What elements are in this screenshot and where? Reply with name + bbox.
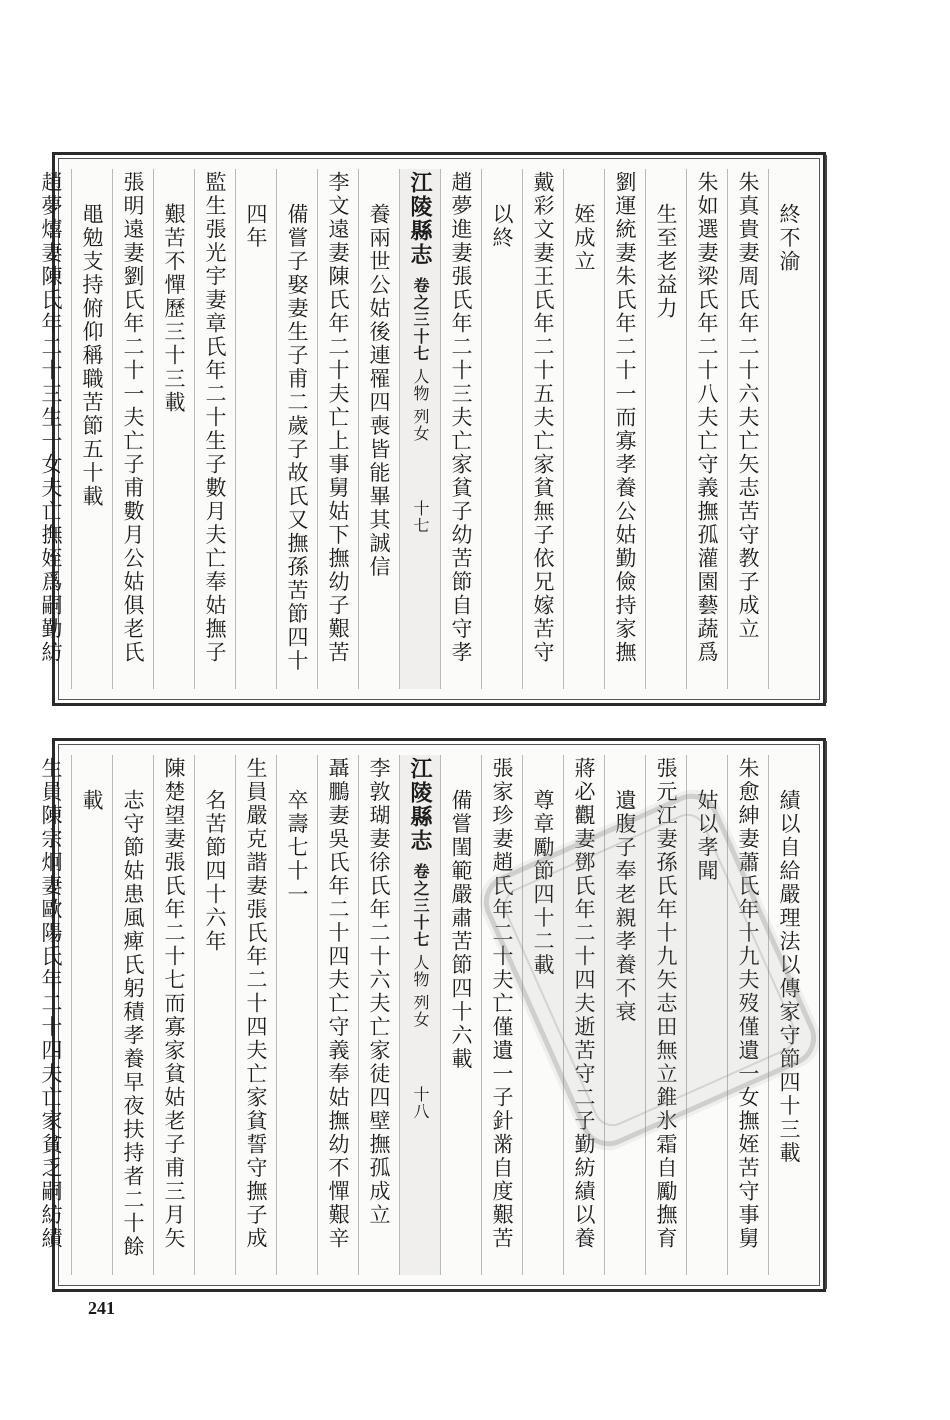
text-column: 張元江妻孫氏年十九矢志田無立錐氷霜自勵撫育 <box>645 755 686 1275</box>
text-column: 生員嚴克諧妻張氏年二十四夫亡家貧誓守撫子成 <box>235 755 276 1275</box>
text-column: 姑以孝聞 <box>686 755 727 1275</box>
text-column: 李文遠妻陳氏年二十夫亡上事舅姑下撫幼子艱苦 <box>317 169 358 689</box>
text-column: 載 <box>71 755 112 1275</box>
text-column: 趙夢進妻張氏年二十三夫亡家貧子幼苦節自守孝 <box>440 169 481 689</box>
upper-text-columns <box>39 169 809 689</box>
text-column: 朱如選妻梁氏年二十八夫亡守義撫孤灌園藝蔬爲 <box>686 169 727 689</box>
page-number: 241 <box>88 1298 115 1318</box>
text-column: 張明遠妻劉氏年二十一夫亡子甫數月公姑俱老氏 <box>112 169 153 689</box>
text-column: 戴彩文妻王氏年二十五夫亡家貧無子依兄嫁苦守 <box>522 169 563 689</box>
banner-title: 江陵縣志 <box>407 171 433 267</box>
text-column: 生員陳宗炯妻歐陽氏年二十四夫亡家貧乏嗣紡績 <box>39 757 63 1251</box>
text-column: 尊章勵節四十二載 <box>522 755 563 1275</box>
banner-title: 江陵縣志 <box>407 757 433 853</box>
block-heading-banner <box>399 169 440 689</box>
text-column: 生至老益力 <box>645 169 686 689</box>
text-column: 養兩世公姑後連罹四喪皆能畢其誠信 <box>358 169 399 689</box>
text-column: 朱真貴妻周氏年二十六夫亡矢志苦守教子成立 <box>727 169 768 689</box>
text-column: 四年 <box>235 169 276 689</box>
text-column: 終不渝 <box>768 169 809 689</box>
text-column: 聶鵬妻吳氏年二十四夫亡守義奉姑撫幼不憚艱辛 <box>317 755 358 1275</box>
banner-chapter: 卷之三十七 <box>411 277 430 362</box>
banner-section: 人物 列女 <box>411 368 430 443</box>
text-column: 監生張光宇妻章氏年二十生子數月夫亡奉姑撫子 <box>194 169 235 689</box>
text-column: 姪成立 <box>563 169 604 689</box>
text-column: 卒壽七十一 <box>276 755 317 1275</box>
text-column: 遺腹子奉老親孝養不衰 <box>604 755 645 1275</box>
text-column: 張家珍妻趙氏年二十夫亡僅遺一子針黹自度艱苦 <box>481 755 522 1275</box>
text-column: 陳楚望妻張氏年二十七而寡家貧姑老子甫三月矢 <box>153 755 194 1275</box>
text-column: 備嘗閨範嚴肅苦節四十六載 <box>440 755 481 1275</box>
text-column: 名苦節四十六年 <box>194 755 235 1275</box>
text-column: 艱苦不憚歷三十三載 <box>153 169 194 689</box>
text-column: 劉運統妻朱氏年二十一而寡孝養公姑勤儉持家撫 <box>604 169 645 689</box>
banner-section: 人物 列女 <box>411 954 430 1029</box>
banner-leaf-number: 十七 <box>411 500 430 535</box>
block-heading-banner <box>399 755 440 1275</box>
text-column: 黽勉支持俯仰稱職苦節五十載 <box>71 169 112 689</box>
text-column: 志守節姑患風痺氏躬積孝養早夜扶持者二十餘 <box>112 755 153 1275</box>
text-column: 績以自給嚴理法以傳家守節四十三載 <box>768 755 809 1275</box>
text-column: 李敦瑚妻徐氏年二十六夫亡家徒四壁撫孤成立 <box>358 755 399 1275</box>
text-column: 趙夢熺妻陳氏年二十三生一女夫亡撫姪爲嗣勤紡 <box>39 171 63 665</box>
text-column: 蔣必觀妻鄧氏年二十四夫逝苦守二子勤紡績以養 <box>563 755 604 1275</box>
banner-leaf-number: 十八 <box>411 1086 430 1121</box>
text-column: 備嘗子娶妻生子甫二歲子故氏又撫孫苦節四十 <box>276 169 317 689</box>
text-column: 朱愈紳妻蕭氏年十九夫歿僅遺一女撫姪苦守事舅 <box>727 755 768 1275</box>
text-column: 以終 <box>481 169 522 689</box>
upper-page <box>39 152 826 706</box>
banner-chapter: 卷之三十七 <box>411 863 430 948</box>
